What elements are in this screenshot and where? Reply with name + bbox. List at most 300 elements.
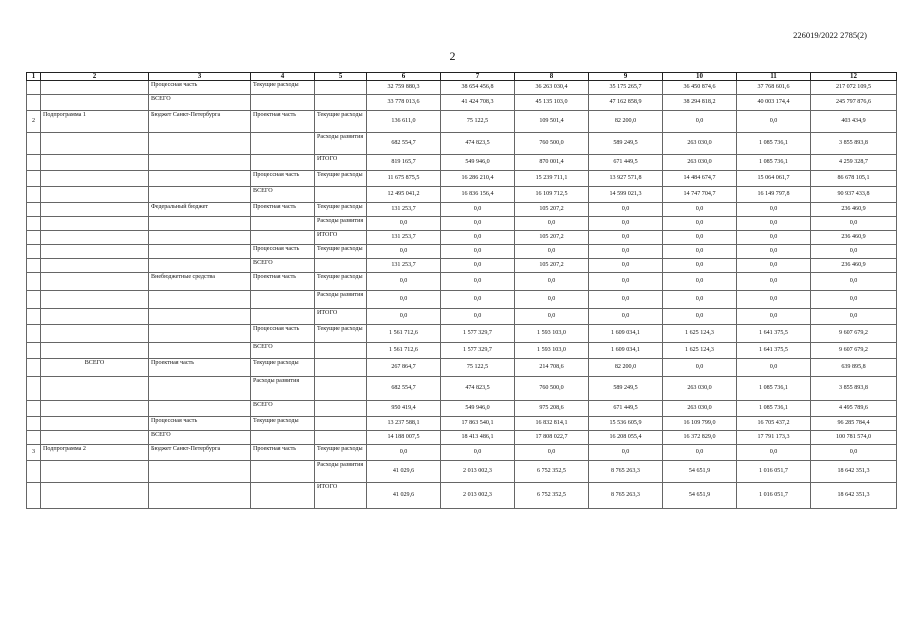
row-label-col2: Подпрограмма 2 [41,445,149,461]
row-label-col4 [251,217,315,231]
row-label-col1 [27,81,41,95]
row-label-col1 [27,231,41,245]
value-cell: 0,0 [663,217,737,231]
row-label-col3 [149,483,251,509]
row-label-col3: Процессная часть [149,417,251,431]
value-cell: 16 109 799,0 [663,417,737,431]
value-cell: 0,0 [589,445,663,461]
row-label-col4 [251,231,315,245]
value-cell: 589 249,5 [589,133,663,155]
row-label-col4: Проектная часть [251,445,315,461]
table-row [27,231,897,245]
row-label-col3: ВСЕГО [149,95,251,111]
value-cell: 671 449,5 [589,401,663,417]
value-cell: 474 823,5 [441,133,515,155]
value-cell: 131 253,7 [367,231,441,245]
value-cell: 0,0 [737,203,811,217]
row-label-col5: ИТОГО [315,231,367,245]
row-label-col2 [41,401,149,417]
value-cell: 0,0 [589,217,663,231]
column-header: 6 [367,73,441,81]
value-cell: 13 237 588,1 [367,417,441,431]
row-label-col4 [251,431,315,445]
value-cell: 0,0 [663,231,737,245]
table-row [27,81,897,95]
value-cell: 0,0 [737,217,811,231]
table-row [27,461,897,483]
value-cell: 0,0 [515,445,589,461]
row-label-col5 [315,187,367,203]
row-label-col4: Расходы развития [251,377,315,401]
value-cell: 1 561 712,6 [367,343,441,359]
row-label-col1 [27,417,41,431]
value-cell: 0,0 [663,359,737,377]
row-label-col1 [27,171,41,187]
value-cell: 16 705 437,2 [737,417,811,431]
row-label-col3 [149,245,251,259]
row-label-col2 [41,309,149,325]
row-label-col5: Текущие расходы [315,245,367,259]
value-cell: 86 678 105,1 [811,171,897,187]
row-label-col4: Проектная часть [251,111,315,133]
value-cell: 0,0 [663,309,737,325]
row-label-col2: Подпрограмма 1 [41,111,149,133]
table-row [27,377,897,401]
value-cell: 589 249,5 [589,377,663,401]
table-row [27,259,897,273]
row-label-col1 [27,309,41,325]
row-label-col4 [251,461,315,483]
value-cell: 9 607 679,2 [811,325,897,343]
row-label-col5: Расходы развития [315,133,367,155]
value-cell: 0,0 [811,217,897,231]
row-label-col2 [41,461,149,483]
value-cell: 263 030,0 [663,377,737,401]
table-row [27,291,897,309]
value-cell: 0,0 [737,359,811,377]
value-cell: 0,0 [367,217,441,231]
value-cell: 0,0 [737,245,811,259]
value-cell: 96 285 784,4 [811,417,897,431]
value-cell: 17 791 173,3 [737,431,811,445]
value-cell: 13 927 571,8 [589,171,663,187]
row-label-col5: Текущие расходы [315,203,367,217]
value-cell: 0,0 [589,231,663,245]
row-label-col5: Текущие расходы [315,273,367,291]
row-label-col4: Текущие расходы [251,417,315,431]
value-cell: 1 577 329,7 [441,325,515,343]
row-label-col1 [27,133,41,155]
row-label-col4: Процессная часть [251,325,315,343]
value-cell: 671 449,5 [589,155,663,171]
value-cell: 549 946,0 [441,401,515,417]
value-cell: 16 208 055,4 [589,431,663,445]
value-cell: 1 085 736,1 [737,133,811,155]
value-cell: 75 122,5 [441,111,515,133]
table-row [27,171,897,187]
value-cell: 0,0 [663,445,737,461]
value-cell: 0,0 [441,309,515,325]
value-cell: 474 823,5 [441,377,515,401]
row-label-col4 [251,155,315,171]
row-label-col4: ВСЕГО [251,259,315,273]
row-label-col2 [41,95,149,111]
row-label-col4 [251,95,315,111]
value-cell: 32 759 880,3 [367,81,441,95]
value-cell: 109 501,4 [515,111,589,133]
row-label-col4: ВСЕГО [251,401,315,417]
row-label-col4 [251,309,315,325]
value-cell: 54 651,9 [663,483,737,509]
value-cell: 975 208,6 [515,401,589,417]
row-label-col5: Расходы развития [315,461,367,483]
row-label-col3: Бюджет Санкт-Петербурга [149,111,251,133]
row-label-col3 [149,171,251,187]
value-cell: 6 752 352,5 [515,461,589,483]
row-label-col5: Текущие расходы [315,171,367,187]
value-cell: 0,0 [737,309,811,325]
row-label-col3 [149,309,251,325]
value-cell: 75 122,5 [441,359,515,377]
value-cell: 41 029,6 [367,483,441,509]
row-label-col3: Федеральный бюджет [149,203,251,217]
value-cell: 40 003 174,4 [737,95,811,111]
value-cell: 0,0 [663,111,737,133]
row-label-col5: Текущие расходы [315,445,367,461]
row-label-col4: Процессная часть [251,171,315,187]
row-label-col2 [41,417,149,431]
value-cell: 236 460,9 [811,203,897,217]
row-label-col1 [27,203,41,217]
row-label-col4 [251,133,315,155]
value-cell: 0,0 [737,231,811,245]
table-row [27,359,897,377]
value-cell: 15 064 061,7 [737,171,811,187]
value-cell: 105 207,2 [515,259,589,273]
value-cell: 0,0 [367,445,441,461]
row-label-col1 [27,245,41,259]
value-cell: 8 765 263,3 [589,483,663,509]
value-cell: 100 781 574,0 [811,431,897,445]
value-cell: 82 200,0 [589,359,663,377]
row-label-col4 [251,291,315,309]
table-row [27,203,897,217]
row-label-col1 [27,431,41,445]
row-label-col5: Расходы развития [315,217,367,231]
value-cell: 263 030,0 [663,133,737,155]
value-cell: 18 642 351,3 [811,461,897,483]
value-cell: 0,0 [737,291,811,309]
value-cell: 0,0 [663,245,737,259]
row-label-col5 [315,259,367,273]
value-cell: 403 434,9 [811,111,897,133]
value-cell: 1 577 329,7 [441,343,515,359]
table-row [27,273,897,291]
value-cell: 0,0 [589,273,663,291]
value-cell: 6 752 352,5 [515,483,589,509]
table-row [27,343,897,359]
row-label-col2 [41,273,149,291]
value-cell: 0,0 [367,245,441,259]
value-cell: 16 836 156,4 [441,187,515,203]
table-row [27,325,897,343]
value-cell: 4 495 789,6 [811,401,897,417]
row-label-col5 [315,417,367,431]
value-cell: 0,0 [811,445,897,461]
row-label-col2: ВСЕГО [41,359,149,377]
column-header: 5 [315,73,367,81]
value-cell: 0,0 [663,203,737,217]
row-label-col5: Расходы развития [315,291,367,309]
value-cell: 35 175 265,7 [589,81,663,95]
value-cell: 82 200,0 [589,111,663,133]
value-cell: 1 625 124,3 [663,325,737,343]
table-row [27,95,897,111]
row-label-col2 [41,377,149,401]
row-label-col4: Текущие расходы [251,359,315,377]
value-cell: 267 864,7 [367,359,441,377]
value-cell: 0,0 [737,273,811,291]
value-cell: 38 654 456,8 [441,81,515,95]
column-header: 1 [27,73,41,81]
row-label-col4: ВСЕГО [251,343,315,359]
document-number: 226019/2022 2785(2) [793,30,867,40]
value-cell: 639 895,8 [811,359,897,377]
row-label-col3: Бюджет Санкт-Петербурга [149,445,251,461]
value-cell: 0,0 [515,273,589,291]
row-label-col3 [149,377,251,401]
value-cell: 12 495 041,2 [367,187,441,203]
value-cell: 0,0 [515,245,589,259]
row-label-col1 [27,291,41,309]
value-cell: 15 239 711,1 [515,171,589,187]
value-cell: 0,0 [515,217,589,231]
row-label-col1 [27,187,41,203]
value-cell: 16 286 210,4 [441,171,515,187]
value-cell: 0,0 [441,217,515,231]
row-label-col3 [149,259,251,273]
column-header: 8 [515,73,589,81]
row-label-col1 [27,377,41,401]
row-label-col3 [149,187,251,203]
value-cell: 549 946,0 [441,155,515,171]
value-cell: 0,0 [737,445,811,461]
value-cell: 1 016 051,7 [737,461,811,483]
table-row [27,445,897,461]
row-label-col3 [149,461,251,483]
table-row [27,133,897,155]
row-label-col2 [41,431,149,445]
value-cell: 0,0 [515,309,589,325]
row-label-col1 [27,359,41,377]
value-cell: 38 294 818,2 [663,95,737,111]
value-cell: 33 778 013,6 [367,95,441,111]
row-label-col4: Текущие расходы [251,81,315,95]
column-header: 12 [811,73,897,81]
row-label-col2 [41,155,149,171]
value-cell: 16 109 712,5 [515,187,589,203]
column-header: 10 [663,73,737,81]
table-row [27,309,897,325]
value-cell: 3 855 893,8 [811,133,897,155]
value-cell: 760 500,0 [515,133,589,155]
value-cell: 0,0 [663,291,737,309]
column-header: 3 [149,73,251,81]
value-cell: 0,0 [441,259,515,273]
row-label-col3: Проектная часть [149,359,251,377]
value-cell: 236 460,9 [811,259,897,273]
value-cell: 263 030,0 [663,401,737,417]
value-cell: 14 599 021,3 [589,187,663,203]
row-label-col4 [251,483,315,509]
row-label-col3 [149,217,251,231]
value-cell: 1 085 736,1 [737,401,811,417]
value-cell: 0,0 [811,309,897,325]
value-cell: 819 165,7 [367,155,441,171]
row-label-col2 [41,483,149,509]
row-label-col3 [149,291,251,309]
value-cell: 0,0 [441,291,515,309]
row-label-col5 [315,431,367,445]
table-row [27,217,897,231]
value-cell: 1 561 712,6 [367,325,441,343]
value-cell: 18 642 351,3 [811,483,897,509]
value-cell: 45 135 103,0 [515,95,589,111]
row-label-col5: ИТОГО [315,483,367,509]
table-row [27,111,897,133]
table-row [27,417,897,431]
table-row [27,401,897,417]
row-label-col4: Проектная часть [251,273,315,291]
value-cell: 131 253,7 [367,259,441,273]
row-label-col1 [27,95,41,111]
row-label-col1 [27,273,41,291]
row-label-col1 [27,325,41,343]
value-cell: 870 001,4 [515,155,589,171]
value-cell: 54 651,9 [663,461,737,483]
row-label-col1 [27,343,41,359]
budget-table [26,72,897,509]
value-cell: 17 808 022,7 [515,431,589,445]
row-label-col4: Проектная часть [251,203,315,217]
value-cell: 263 030,0 [663,155,737,171]
row-label-col2 [41,203,149,217]
value-cell: 18 413 486,1 [441,431,515,445]
value-cell: 37 768 601,6 [737,81,811,95]
value-cell: 0,0 [663,259,737,273]
value-cell: 105 207,2 [515,203,589,217]
value-cell: 245 797 876,6 [811,95,897,111]
row-label-col1 [27,217,41,231]
row-label-col1: 2 [27,111,41,133]
row-label-col2 [41,231,149,245]
value-cell: 0,0 [811,291,897,309]
row-label-col5 [315,359,367,377]
row-label-col3 [149,133,251,155]
value-cell: 14 747 704,7 [663,187,737,203]
row-label-col5 [315,343,367,359]
value-cell: 36 263 030,4 [515,81,589,95]
row-label-col1 [27,401,41,417]
value-cell: 0,0 [737,111,811,133]
value-cell: 0,0 [441,273,515,291]
row-label-col1 [27,461,41,483]
table-row [27,483,897,509]
value-cell: 8 765 263,3 [589,461,663,483]
row-label-col5 [315,95,367,111]
row-label-col2 [41,325,149,343]
value-cell: 1 641 375,5 [737,343,811,359]
value-cell: 105 207,2 [515,231,589,245]
row-label-col2 [41,133,149,155]
value-cell: 1 085 736,1 [737,377,811,401]
value-cell: 36 450 874,6 [663,81,737,95]
value-cell: 0,0 [589,309,663,325]
row-label-col3: ВСЕГО [149,431,251,445]
column-header: 4 [251,73,315,81]
row-label-col5 [315,377,367,401]
row-label-col5: Текущие расходы [315,325,367,343]
value-cell: 1 641 375,5 [737,325,811,343]
table-row [27,431,897,445]
value-cell: 1 085 736,1 [737,155,811,171]
value-cell: 41 424 708,3 [441,95,515,111]
value-cell: 1 593 103,0 [515,343,589,359]
row-label-col3: Внебюджетные средства [149,273,251,291]
row-label-col3 [149,325,251,343]
value-cell: 9 607 679,2 [811,343,897,359]
value-cell: 0,0 [589,291,663,309]
row-label-col2 [41,187,149,203]
row-label-col2 [41,259,149,273]
value-cell: 0,0 [441,231,515,245]
row-label-col5: ИТОГО [315,155,367,171]
row-label-col3: Процессная часть [149,81,251,95]
value-cell: 682 554,7 [367,377,441,401]
value-cell: 0,0 [663,273,737,291]
value-cell: 0,0 [441,245,515,259]
row-label-col1 [27,155,41,171]
value-cell: 14 484 674,7 [663,171,737,187]
row-label-col5: ИТОГО [315,309,367,325]
row-label-col2 [41,171,149,187]
row-label-col2 [41,217,149,231]
row-label-col2 [41,245,149,259]
row-label-col2 [41,343,149,359]
row-label-col4: Процессная часть [251,245,315,259]
value-cell: 2 013 002,3 [441,461,515,483]
value-cell: 1 609 034,1 [589,325,663,343]
value-cell: 0,0 [441,445,515,461]
value-cell: 1 625 124,3 [663,343,737,359]
value-cell: 11 675 875,5 [367,171,441,187]
value-cell: 0,0 [589,203,663,217]
value-cell: 90 937 433,8 [811,187,897,203]
row-label-col1 [27,259,41,273]
value-cell: 0,0 [811,273,897,291]
value-cell: 682 554,7 [367,133,441,155]
value-cell: 0,0 [367,291,441,309]
value-cell: 47 162 858,9 [589,95,663,111]
row-label-col5 [315,401,367,417]
column-header: 9 [589,73,663,81]
value-cell: 0,0 [811,245,897,259]
row-label-col3 [149,401,251,417]
value-cell: 214 708,6 [515,359,589,377]
column-header: 11 [737,73,811,81]
row-label-col1 [27,483,41,509]
value-cell: 1 593 103,0 [515,325,589,343]
